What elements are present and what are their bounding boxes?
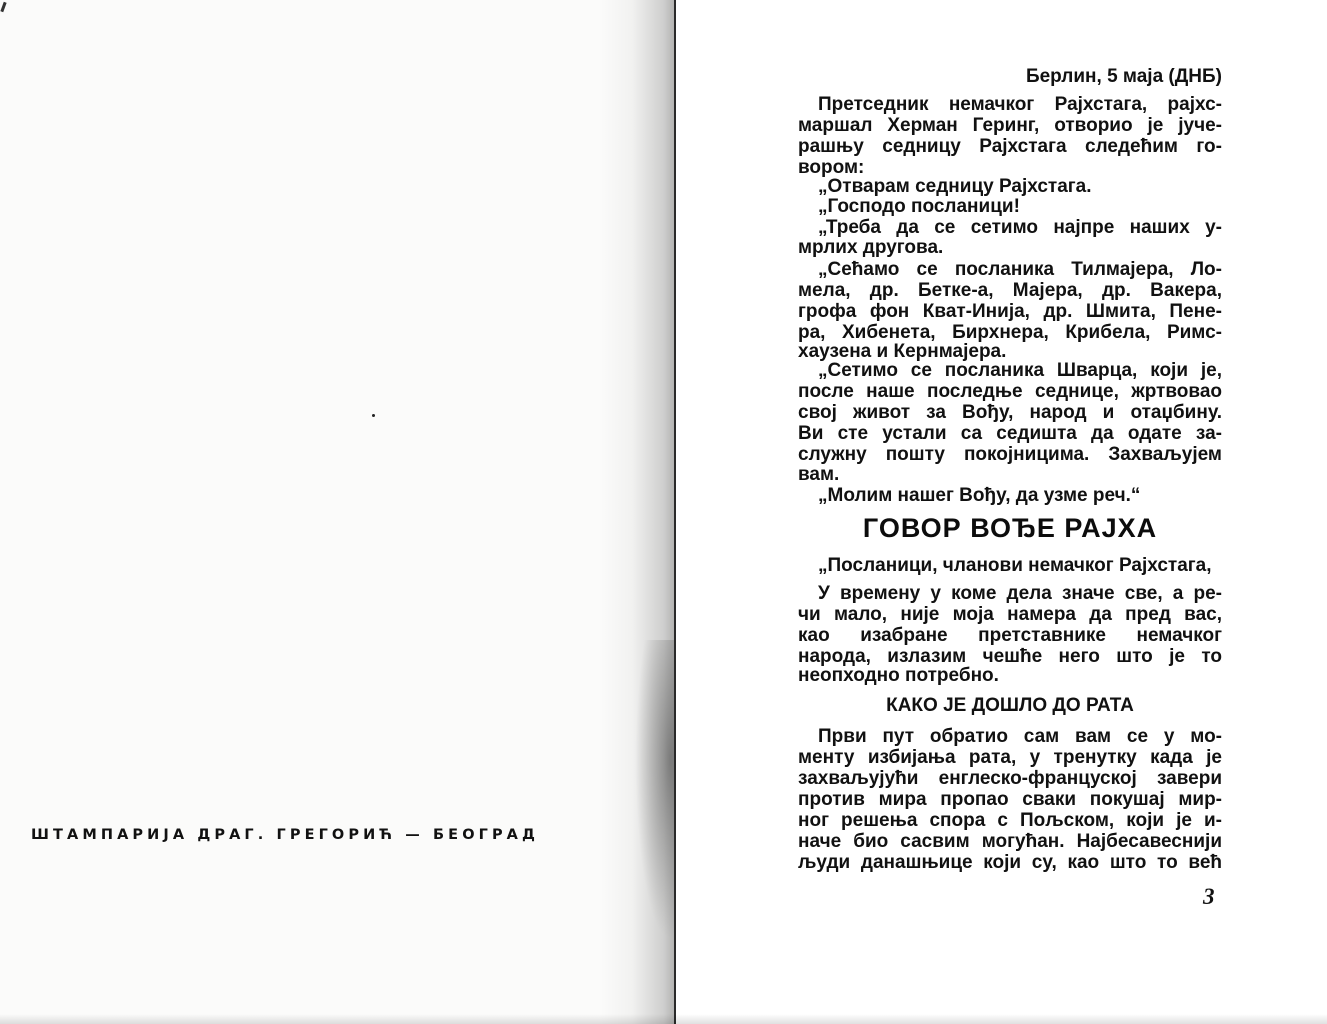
names-line: мела, др. Бетке-а, Мајера, др. Вакера, [798,280,1222,301]
names-line: ра, Хибенета, Бирхнера, Крибела, Римс- [798,322,1222,343]
printer-imprint: ШТАМПАРИЈА ДРАГ. ГРЕГОРИЋ — БЕОГРАД [31,827,540,843]
speech-line: неопходно потребно. [798,665,999,686]
schwarz-line: Ви сте устали са седишта да одате за- [798,423,1222,444]
speech-line: У времену у коме дела значе све, а ре- [818,583,1222,604]
speech-line: народа, излазим чешће него што је то [798,646,1222,667]
remember-line: „Треба да се сетимо најпре наших у- [818,217,1222,238]
corner-mark [0,2,6,12]
war-line: захваљујући енглеско-француској завери [798,768,1222,789]
war-line: наче био сасвим могућан. Најбесавеснији [798,831,1222,852]
schwarz-line: „Сетимо се посланика Шварца, који је, [818,360,1222,381]
names-line: „Сећамо се посланика Тилмајера, Ло- [818,259,1222,280]
remember-line: мрлих другова. [798,237,944,258]
ink-speck [372,414,375,417]
scan-bottom-edge [0,1014,1327,1024]
opening-line: „Отварам седницу Рајхстага. [818,176,1092,197]
page-number: 3 [1203,884,1215,909]
names-line: хаузена и Кернмајера. [798,341,1007,362]
dateline: Берлин, 5 маја (ДНБ) [1025,66,1222,87]
speech-heading: ГОВОР ВОЂЕ РАЈХА [862,513,1158,543]
war-line: менту избијања рата, у тренутку када је [798,747,1222,768]
intro-line: вором: [798,157,865,178]
names-line: грофа фон Кват-Инија, др. Шмита, Пене- [798,301,1222,322]
address-line: „Посланици, чланови немачког Рајхстага, [818,555,1212,576]
war-line: против мира пропао сваки покушај мир- [798,789,1222,810]
speech-line: чи мало, није моја намера да пред вас, [798,604,1222,625]
schwarz-line: после наше последње седнице, жртвовао [798,381,1222,402]
schwarz-line: служну пошту покојницима. Захваљујем [798,444,1222,465]
section-subheading: КАКО ЈЕ ДОШЛО ДО РАТА [886,695,1134,716]
war-line: ног решења спора с Пољском, који је и- [798,810,1222,831]
intro-line: Претседник немачког Рајхстага, рајхс- [818,94,1222,115]
war-line: Први пут обратио сам вам се у мо- [818,726,1222,747]
speech-line: као изабране претставнике немачког [798,625,1222,646]
intro-line: рашњу седницу Рајхстага следећим го- [798,136,1222,157]
schwarz-line: вам. [798,464,840,485]
war-line: људи данашњице који су, као што то већ [798,852,1222,873]
intro-line: маршал Херман Геринг, отворио је јуче- [798,115,1222,136]
closing-line: „Молим нашег Вођу, да узме реч.“ [818,485,1141,506]
schwarz-line: свој живот за Вођу, народ и отаџбину. [798,402,1222,423]
opening-line: „Господо посланици! [818,196,1020,217]
